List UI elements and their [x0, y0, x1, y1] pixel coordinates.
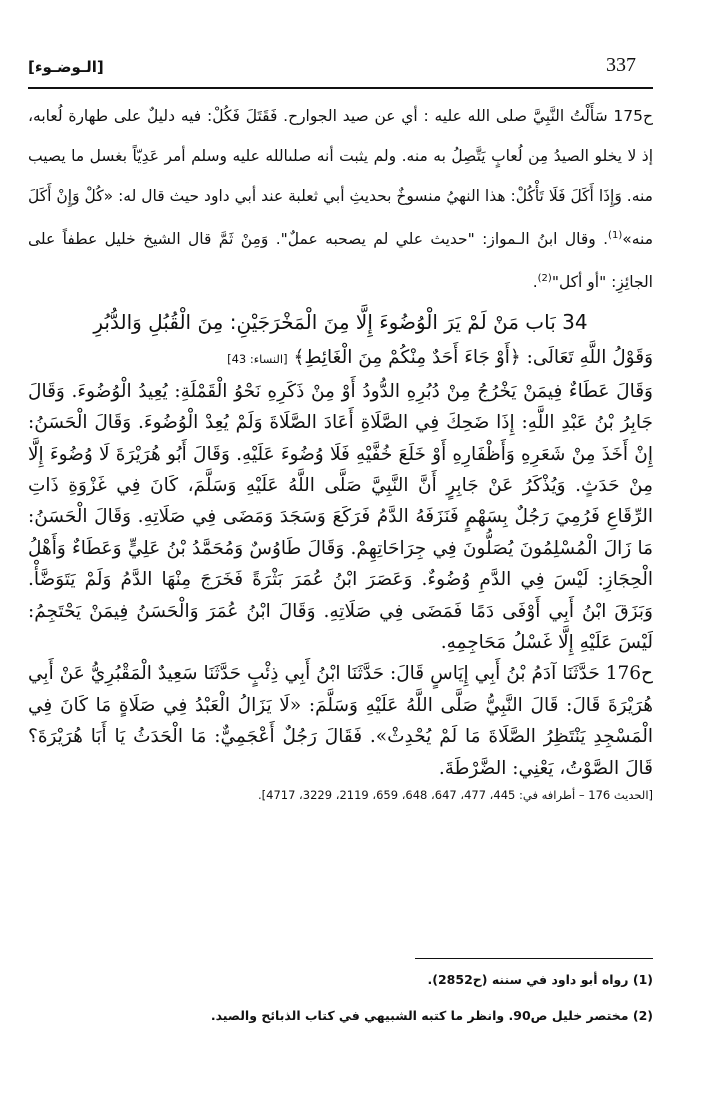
footnote-2: (2) مختصر خليل ص90. وانظر ما كتبه الشبيهي في كتاب الذبائح والصيد.	[210, 1008, 653, 1023]
page-body	[28, 96, 653, 806]
footnotes	[28, 962, 653, 1034]
commentary-paragraph	[28, 96, 653, 302]
page-number: 337	[606, 54, 636, 76]
footnote-ref-2: (2)	[537, 273, 552, 285]
footnote-rule	[415, 958, 653, 959]
commentary-text: ح175 سَأَلْتُ النَّبِيَّ صلى الله عليه : أي عن صيد الجوارح. فَقَتَلَ فَكُلْ: فيه دليلٌ على طهارة لُعابه، إذ لا يخلو الصيدُ مِن لُعابٍ يَتَّصِلُ به منه. ولم يثبت أنه صلىالله عليه وسلم أمر عَدِيّاً بغسل ما يصيب منه. وَإِذَا أَكَلَ فَلَا تَأْكُلْ: هذا النهيُ منسوخٌ بحديثِ أبي ثعلبة عند أبي داود حيث قال له: «كُلْ وَإِنْ أَكَلَ منه»	[28, 107, 653, 249]
commentary-text-end: .	[532, 273, 538, 292]
hadith-cross-references: [الحديث 176 – أطرافه في: 445، 477، 647، 648، 659، 2119، 3229، 4717].	[257, 788, 653, 802]
page-header	[28, 54, 651, 84]
header-rule	[28, 87, 653, 89]
verse-reference: [النساء: 43]	[227, 352, 288, 367]
running-title: [الـوضـوء]	[28, 58, 104, 76]
commentary-text-cont: . وقال ابنُ الـمواز: "حديث علي لم يصحبه عملٌ". وَمِنْ ثَمَّ قال الشيخ خليل عطفاً على الجائِزِ: "أو أكل"	[28, 230, 653, 292]
footnote-1: (1) رواه أبو داود في سننه (ح2852).	[427, 972, 653, 987]
hadith-narrations: وَقَالَ عَطَاءٌ فِيمَنْ يَخْرُجُ مِنْ دُبُرِهِ الدُّودُ أَوْ مِنْ ذَكَرِهِ نَحْوُ الْقَمْلَةِ: يُعِيدُ الْوُضُوءَ. وَقَالَ جَابِرُ بْنُ عَبْدِ اللَّهِ: إِذَا ضَحِكَ فِي الصَّلَاةِ أَعَادَ الصَّلَاةَ وَلَمْ يُعِدْ الْوُضُوءَ. وَقَالَ الْحَسَنُ: إِنْ أَخَذَ مِنْ شَعَرِهِ وَأَظْفَارِهِ أَوْ خَلَعَ خُفَّيْهِ فَلَا وُضُوءَ عَلَيْهِ. وَقَالَ أَبُو هُرَيْرَةَ لَا وُضُوءَ إِلَّا مِنْ حَدَثٍ. وَيُذْكَرُ عَنْ جَابِرٍ أَنَّ النَّبِيَّ صَلَّى اللَّهُ عَلَيْهِ وَسَلَّمَ، كَانَ فِي غَزْوَةِ ذَاتِ الرِّقَاعِ فَرُمِيَ رَجُلٌ بِسَهْمٍ فَنَزَفَهُ الدَّمُ فَرَكَعَ وَسَجَدَ وَمَضَى فِي صَلَاتِهِ. وَقَالَ الْحَسَنُ: مَا زَالَ الْمُسْلِمُونَ يُصَلُّونَ فِي جِرَاحَاتِهِمْ. وَقَالَ طَاوُسٌ وَمُحَمَّدُ بْنُ عَلِيٍّ وَعَطَاءٌ وَأَهْلُ الْحِجَازِ: لَيْسَ فِي الدَّمِ وُضُوءٌ. وَعَصَرَ ابْنُ عُمَرَ بَثْرَةً فَخَرَجَ مِنْهَا الدَّمُ وَلَمْ يَتَوَضَّأْ. وَبَزَقَ ابْنُ أَبِي أَوْفَى دَمًا فَمَضَى فِي صَلَاتِهِ. وَقَالَ ابْنُ عُمَرَ وَالْحَسَنُ فِيمَنْ يَحْتَجِمُ: لَيْسَ عَلَيْهِ إِلَّا غَسْلُ مَحَاجِمِهِ.	[28, 380, 653, 653]
footnote-ref-1: (1)	[608, 230, 623, 241]
chapter-heading: 34 بَاب مَنْ لَمْ يَرَ الْوُضُوءَ إِلَّا مِنَ الْمَخْرَجَيْنِ: مِنَ الْقُبُلِ وَالدُّبُرِ	[93, 310, 588, 335]
verse-text: وَقَوْلُ اللَّهِ تَعَالَى: ﴿أَوْ جَاءَ أَحَدٌ مِنْكُمْ مِنَ الْغَائِطِ﴾	[293, 347, 653, 369]
verse-line	[28, 342, 653, 375]
hadith-176: ح176 حَدَّثَنَا آدَمُ بْنُ أَبِي إِيَاسٍ قَالَ: حَدَّثَنَا ابْنُ أَبِي ذِئْبٍ حَدَّثَنَا سَعِيدٌ الْمَقْبُرِيُّ عَنْ أَبِي هُرَيْرَةَ قَالَ: قَالَ النَّبِيُّ صَلَّى اللَّهُ عَلَيْهِ وَسَلَّمَ: «لَا يَزَالُ الْعَبْدُ فِي صَلَاةٍ مَا كَانَ فِي الْمَسْجِدِ يَنْتَظِرُ الصَّلَاةَ مَا لَمْ يُحْدِثْ». فَقَالَ رَجُلٌ أَعْجَمِيٌّ: مَا الْحَدَثُ يَا أَبَا هُرَيْرَةَ؟ قَالَ الصَّوْتُ، يَعْنِي: الضَّرْطَةَ.	[28, 663, 653, 779]
